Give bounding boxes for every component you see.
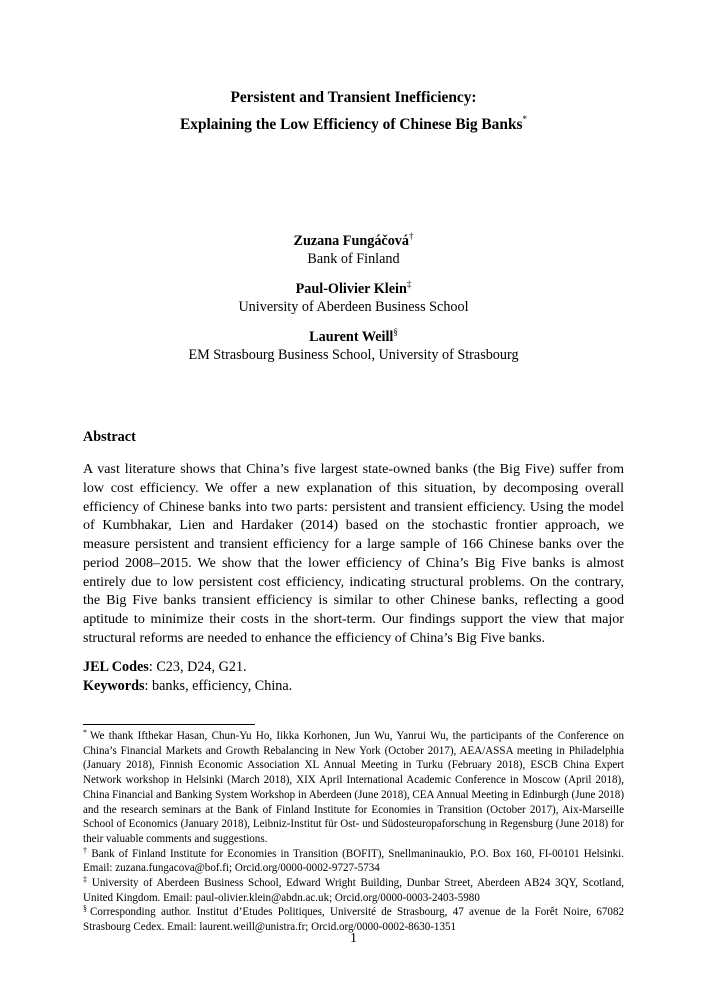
abstract-text: A vast literature shows that China’s five largest state-owned banks (the Big Five) suffer from low cost efficiency. We offer a new explanation of this situation, by decomposing overall efficiency of Chinese banks into two parts: persistent and transient efficiency. Using the model of Kumbhakar, Lien and Hardaker (2014) based on the stochastic frontier approach, we measure persistent and transient efficiency for a large sample of 166 Chinese banks over the period 2008–2015. We show that the lower efficiency of China’s Big Five banks is almost entirely due to low persistent cost efficiency, indicating structural problems. On the contrary, the Big Five banks transient efficiency is similar to other Chinese banks, reflecting a good aptitude to minimize their costs in the short-term. Our findings support the view that major structural reforms are needed to enhance the efficiency of China’s Big Five banks. [83, 461, 624, 646]
footnote [83, 729, 624, 847]
author-footnote-mark: † [409, 231, 414, 241]
author-name: Zuzana Fungáčová [293, 233, 409, 249]
author-footnote-mark: § [393, 327, 398, 337]
page-number: 1 [350, 931, 357, 946]
footnote-mark: † [83, 845, 89, 855]
footnote-text: University of Aberdeen Business School, Edward Wright Building, Dunbar Street, Aberdeen AB24 3QY, Scotland, United Kingdom. Email: paul-olivier.klein@abdn.ac.uk; Orcid.org/0000-0003-2403-5980 [83, 877, 624, 904]
author-name: Laurent Weill [309, 329, 394, 345]
author-block [60, 328, 647, 364]
footnote-text: Corresponding author. Institut d’Etudes Politiques, Université de Strasbourg, 47 avenue de la Forêt Noire, 67082 Strasbourg Cedex. Email: laurent.weill@unistra.fr; Orcid.org/0000-0002-8630-1351 [83, 906, 624, 934]
author-name: Paul-Olivier Klein [295, 281, 407, 297]
author-affiliation: University of Aberdeen Business School [238, 299, 469, 315]
footnote-divider [83, 724, 255, 725]
footnote-mark: * [83, 728, 87, 737]
footnote [83, 876, 624, 905]
author-block [60, 280, 647, 316]
author-footnote-mark: ‡ [406, 279, 412, 289]
jel-codes: JEL Codes: C23, D24, G21. [83, 659, 247, 675]
footnote-mark: ‡ [83, 875, 89, 885]
abstract-heading: Abstract [83, 429, 136, 445]
paper-title-line-1: Persistent and Transient Inefficiency: [230, 89, 477, 106]
author-affiliation: Bank of Finland [307, 251, 400, 267]
jel-keywords-block [83, 658, 292, 695]
author-affiliation: EM Strasbourg Business School, University of Strasbourg [188, 347, 519, 363]
paper-title-line-2: Explaining the Low Efficiency of Chinese Big Banks* [180, 114, 527, 133]
footnotes [83, 729, 624, 935]
footnote-text: Bank of Finland Institute for Economies in Transition (BOFIT), Snellmaninaukio, P.O. Box 160, FI-00101 Helsinki. Email: zuzana.fungacova@bof.fi; Orcid.org/0000-0002-9727-5734 [83, 847, 624, 875]
author-block [60, 232, 647, 268]
footnote [83, 847, 624, 876]
footnote-mark: § [83, 904, 87, 914]
title-footnote-mark: * [522, 114, 527, 124]
footnote-text: We thank Ifthekar Hasan, Chun-Yu Ho, Iikka Korhonen, Jun Wu, Yanrui Wu, the participants of the Conference on China’s Financial Markets and Growth Rebalancing in New York (October 2017), AEA/ASSA meeting in Philadelphia (January 2018), Finnish Economic Association XL Annual Meeting in Turku (February 2018), ESCB China Expert Network workshop in Helsinki (March 2018), XIX April International Academic Conference in Moscow (April 2018), China Financial and Banking System Workshop in Aberdeen (June 2018), CEA Annual Meeting in Edinburgh (June 2018) and the research seminars at the Bank of Finland Institute for Economies in Transition (October 2017), Aix-Marseille School of Economics (January 2018), Leibniz-Institut für Ost- und Südosteuropaforschung in Regensburg (June 2018) for their valuable comments and suggestions. [83, 730, 624, 845]
keywords: Keywords: banks, efficiency, China. [83, 677, 293, 694]
